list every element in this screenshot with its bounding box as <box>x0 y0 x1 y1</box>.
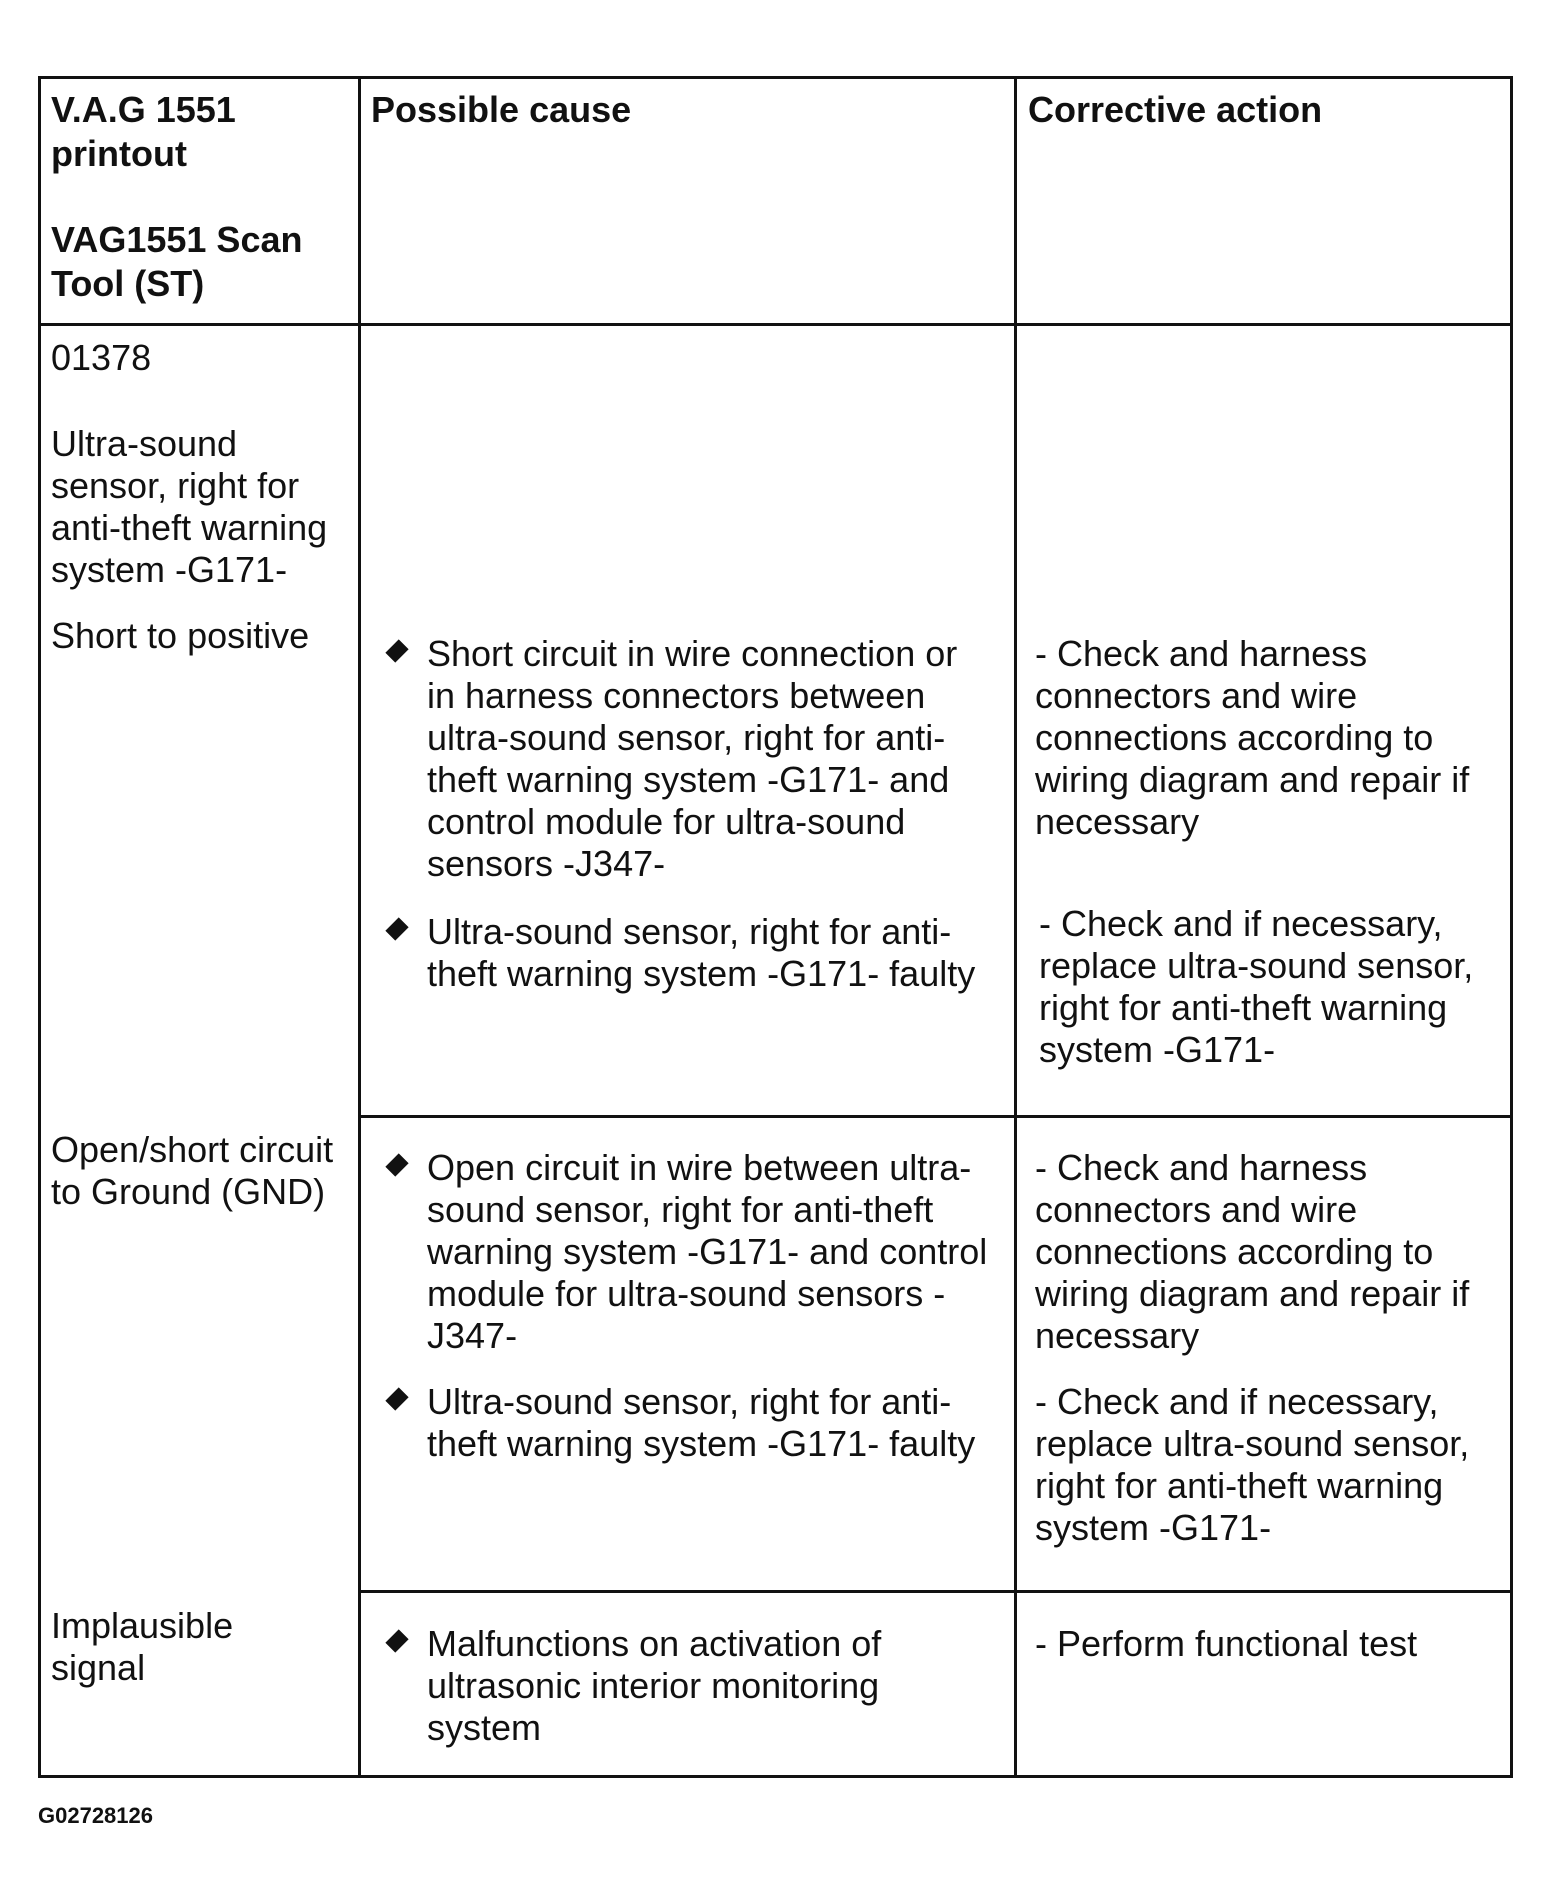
cause-line: theft warning system -G171- faulty <box>427 1423 976 1464</box>
header-printout-line2: printout <box>51 133 187 174</box>
cause-line: theft warning system -G171- and <box>427 759 950 800</box>
dtc-desc-line: sensor, right for <box>51 465 300 506</box>
cause-item <box>427 911 975 995</box>
cause-line: Ultra-sound sensor, right for anti- <box>427 911 952 952</box>
condition-line: signal <box>51 1647 146 1688</box>
cause-line: warning system -G171- and control <box>427 1231 988 1272</box>
dtc-desc-line: Ultra-sound <box>51 423 238 464</box>
action-line: system -G171- <box>1039 1029 1276 1070</box>
cause-item <box>427 633 957 885</box>
action-line: wiring diagram and repair if <box>1035 759 1470 800</box>
action-line: connections according to <box>1035 717 1434 758</box>
action-line: - Perform functional test <box>1035 1623 1418 1664</box>
action-line: right for anti-theft warning <box>1035 1465 1444 1506</box>
header-printout-line1: V.A.G 1551 <box>51 89 236 130</box>
action-line: - Check and harness <box>1035 1147 1368 1188</box>
action-item <box>1035 1381 1469 1549</box>
cause-line: module for ultra-sound sensors - <box>427 1273 946 1314</box>
cause-item <box>427 1623 881 1749</box>
action-item <box>1035 633 1469 843</box>
cause-item <box>427 1147 987 1357</box>
cause-line: ultra-sound sensor, right for anti- <box>427 717 946 758</box>
cause-item <box>427 1381 975 1465</box>
action-line: - Check and if necessary, <box>1039 903 1443 944</box>
condition-implausible-signal <box>51 1605 233 1689</box>
cause-line: ultrasonic interior monitoring <box>427 1665 880 1706</box>
column-divider-2 <box>1014 79 1017 1775</box>
action-line: necessary <box>1035 1315 1200 1356</box>
cause-line: J347- <box>427 1315 518 1356</box>
action-item <box>1035 1623 1417 1665</box>
header-corrective-action: Corrective action <box>1028 89 1323 130</box>
action-line: connectors and wire <box>1035 1189 1358 1230</box>
condition-short-to-positive: Short to positive <box>51 615 310 656</box>
column-divider-1 <box>358 79 361 1775</box>
action-item <box>1039 903 1473 1071</box>
diamond-bullet-icon <box>385 1153 408 1176</box>
header-scan-tool-line2: Tool (ST) <box>51 263 205 304</box>
cause-line: Malfunctions on activation of <box>427 1623 882 1664</box>
header-divider <box>41 323 1510 326</box>
diamond-bullet-icon <box>385 917 408 940</box>
cause-line: Open circuit in wire between ultra- <box>427 1147 972 1188</box>
row-divider-1 <box>358 1115 1510 1118</box>
action-line: right for anti-theft warning <box>1039 987 1448 1028</box>
action-line: replace ultra-sound sensor, <box>1039 945 1474 986</box>
dtc-desc-line: system -G171- <box>51 549 288 590</box>
cause-line: theft warning system -G171- faulty <box>427 953 976 994</box>
condition-line: to Ground (GND) <box>51 1171 326 1212</box>
diamond-bullet-icon <box>385 1629 408 1652</box>
cause-line: Ultra-sound sensor, right for anti- <box>427 1381 952 1422</box>
cause-line: sound sensor, right for anti-theft <box>427 1189 934 1230</box>
action-line: replace ultra-sound sensor, <box>1035 1423 1470 1464</box>
action-line: wiring diagram and repair if <box>1035 1273 1470 1314</box>
dtc-code: 01378 <box>51 337 152 378</box>
action-item <box>1035 1147 1469 1357</box>
action-line: necessary <box>1035 801 1200 842</box>
condition-line: Open/short circuit <box>51 1129 334 1170</box>
row-divider-2 <box>358 1590 1510 1593</box>
dtc-desc-line: anti-theft warning <box>51 507 328 548</box>
cause-line: sensors -J347- <box>427 843 666 884</box>
figure-id: G02728126 <box>38 1803 153 1828</box>
action-line: - Check and if necessary, <box>1035 1381 1439 1422</box>
action-line: connectors and wire <box>1035 675 1358 716</box>
diamond-bullet-icon <box>385 639 408 662</box>
action-line: system -G171- <box>1035 1507 1272 1548</box>
condition-open-short-to-ground <box>51 1129 333 1213</box>
header-scan-tool-line1: VAG1551 Scan <box>51 219 303 260</box>
action-line: connections according to <box>1035 1231 1434 1272</box>
dtc-table <box>38 76 1513 1778</box>
diamond-bullet-icon <box>385 1387 408 1410</box>
cause-line: in harness connectors between <box>427 675 926 716</box>
cause-line: control module for ultra-sound <box>427 801 906 842</box>
condition-line: Implausible <box>51 1605 234 1646</box>
cause-line: Short circuit in wire connection or <box>427 633 958 674</box>
action-line: - Check and harness <box>1035 633 1368 674</box>
header-possible-cause: Possible cause <box>371 89 632 130</box>
cause-line: system <box>427 1707 542 1748</box>
